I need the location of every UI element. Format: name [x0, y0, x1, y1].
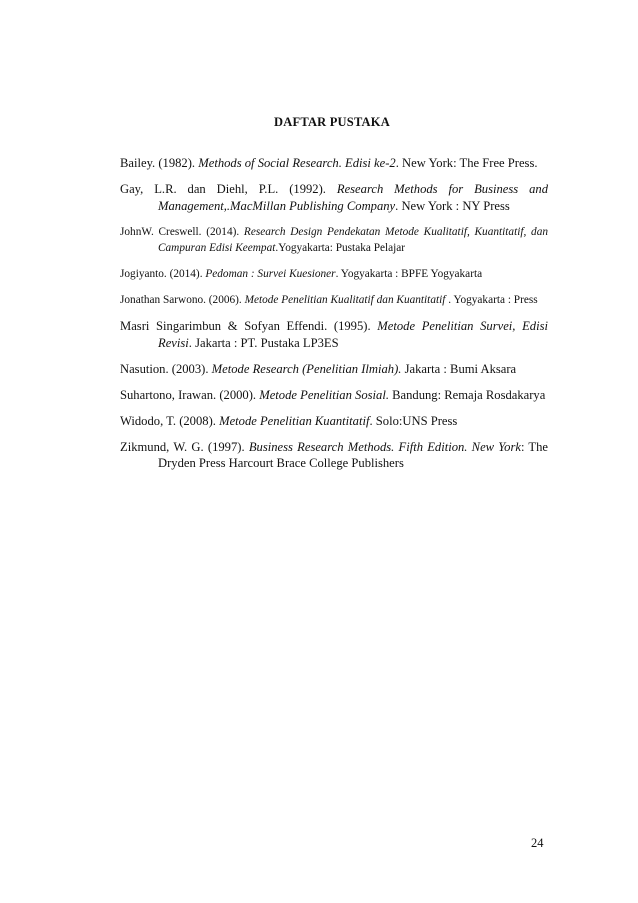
reference-title: Metode Research (Penelitian Ilmiah). — [211, 361, 402, 376]
reference-publisher: Bandung: Remaja Rosdakarya — [388, 387, 546, 402]
reference-author: Bailey. (1982). — [120, 156, 196, 170]
reference-author: Suhartono, Irawan. (2000). — [120, 387, 257, 402]
reference-entry — [120, 387, 548, 404]
reference-title: Metode Penelitian Kuantitatif — [219, 413, 370, 428]
reference-entry — [120, 266, 548, 283]
reference-publisher: . New York: The Free Press. — [395, 156, 538, 170]
reference-entry — [120, 413, 548, 430]
reference-author: Nasution. (2003). — [120, 361, 209, 376]
reference-author: Jogiyanto. (2014). — [120, 268, 203, 280]
reference-title: Metode Penelitian Sosial. — [259, 387, 389, 402]
reference-publisher: . New York : NY Press — [395, 198, 510, 213]
reference-author: Masri Singarimbun & Sofyan Effendi. (1995). — [120, 319, 371, 333]
reference-title: Metode Penelitian Kualitatif dan Kuantitatif — [244, 294, 446, 306]
reference-publisher: Jakarta : Bumi Aksara — [401, 361, 517, 376]
reference-entry — [120, 361, 548, 378]
reference-entry — [120, 318, 548, 351]
reference-author: JohnW. Creswell. (2014). — [120, 225, 240, 238]
reference-publisher: . Solo:UNS Press — [369, 413, 458, 428]
reference-entry — [120, 181, 548, 214]
reference-entry — [120, 439, 548, 472]
reference-title: Methods of Social Research. Edisi ke-2 — [198, 156, 396, 170]
reference-entry — [120, 155, 548, 172]
reference-author: Widodo, T. (2008). — [120, 413, 216, 428]
reference-publisher: : The Dryden Press Harcourt Brace College Publishers — [158, 439, 549, 470]
page-number: 24 — [531, 836, 544, 850]
reference-list — [120, 155, 548, 481]
reference-title: Research Design Pendekatan Metode Kualitatif, Kuantitatif, dan Campuran Edisi Keempat — [158, 225, 548, 254]
page-title: DAFTAR PUSTAKA — [274, 115, 390, 129]
reference-author: Gay, L.R. dan Diehl, P.L. (1992). — [120, 182, 326, 196]
reference-publisher: . Yogyakarta : BPFE Yogyakarta — [335, 268, 483, 280]
reference-publisher: . Jakarta : PT. Pustaka LP3ES — [188, 335, 339, 350]
reference-title: Metode Penelitian Survei, Edisi Revisi — [158, 319, 548, 350]
reference-author: Zikmund, W. G. (1997). — [120, 439, 245, 454]
reference-publisher: . Yogyakarta : Press — [445, 294, 538, 306]
reference-author: Jonathan Sarwono. (2006). — [120, 294, 242, 306]
reference-entry — [120, 224, 548, 257]
reference-publisher: .Yogyakarta: Pustaka Pelajar — [275, 242, 406, 254]
reference-entry — [120, 292, 548, 309]
reference-title: Pedoman : Survei Kuesioner — [205, 268, 336, 280]
reference-title: Research Methods for Business and Management,.MacMillan Publishing Company — [158, 182, 548, 213]
reference-title: Business Research Methods. Fifth Edition. New York — [248, 439, 521, 454]
